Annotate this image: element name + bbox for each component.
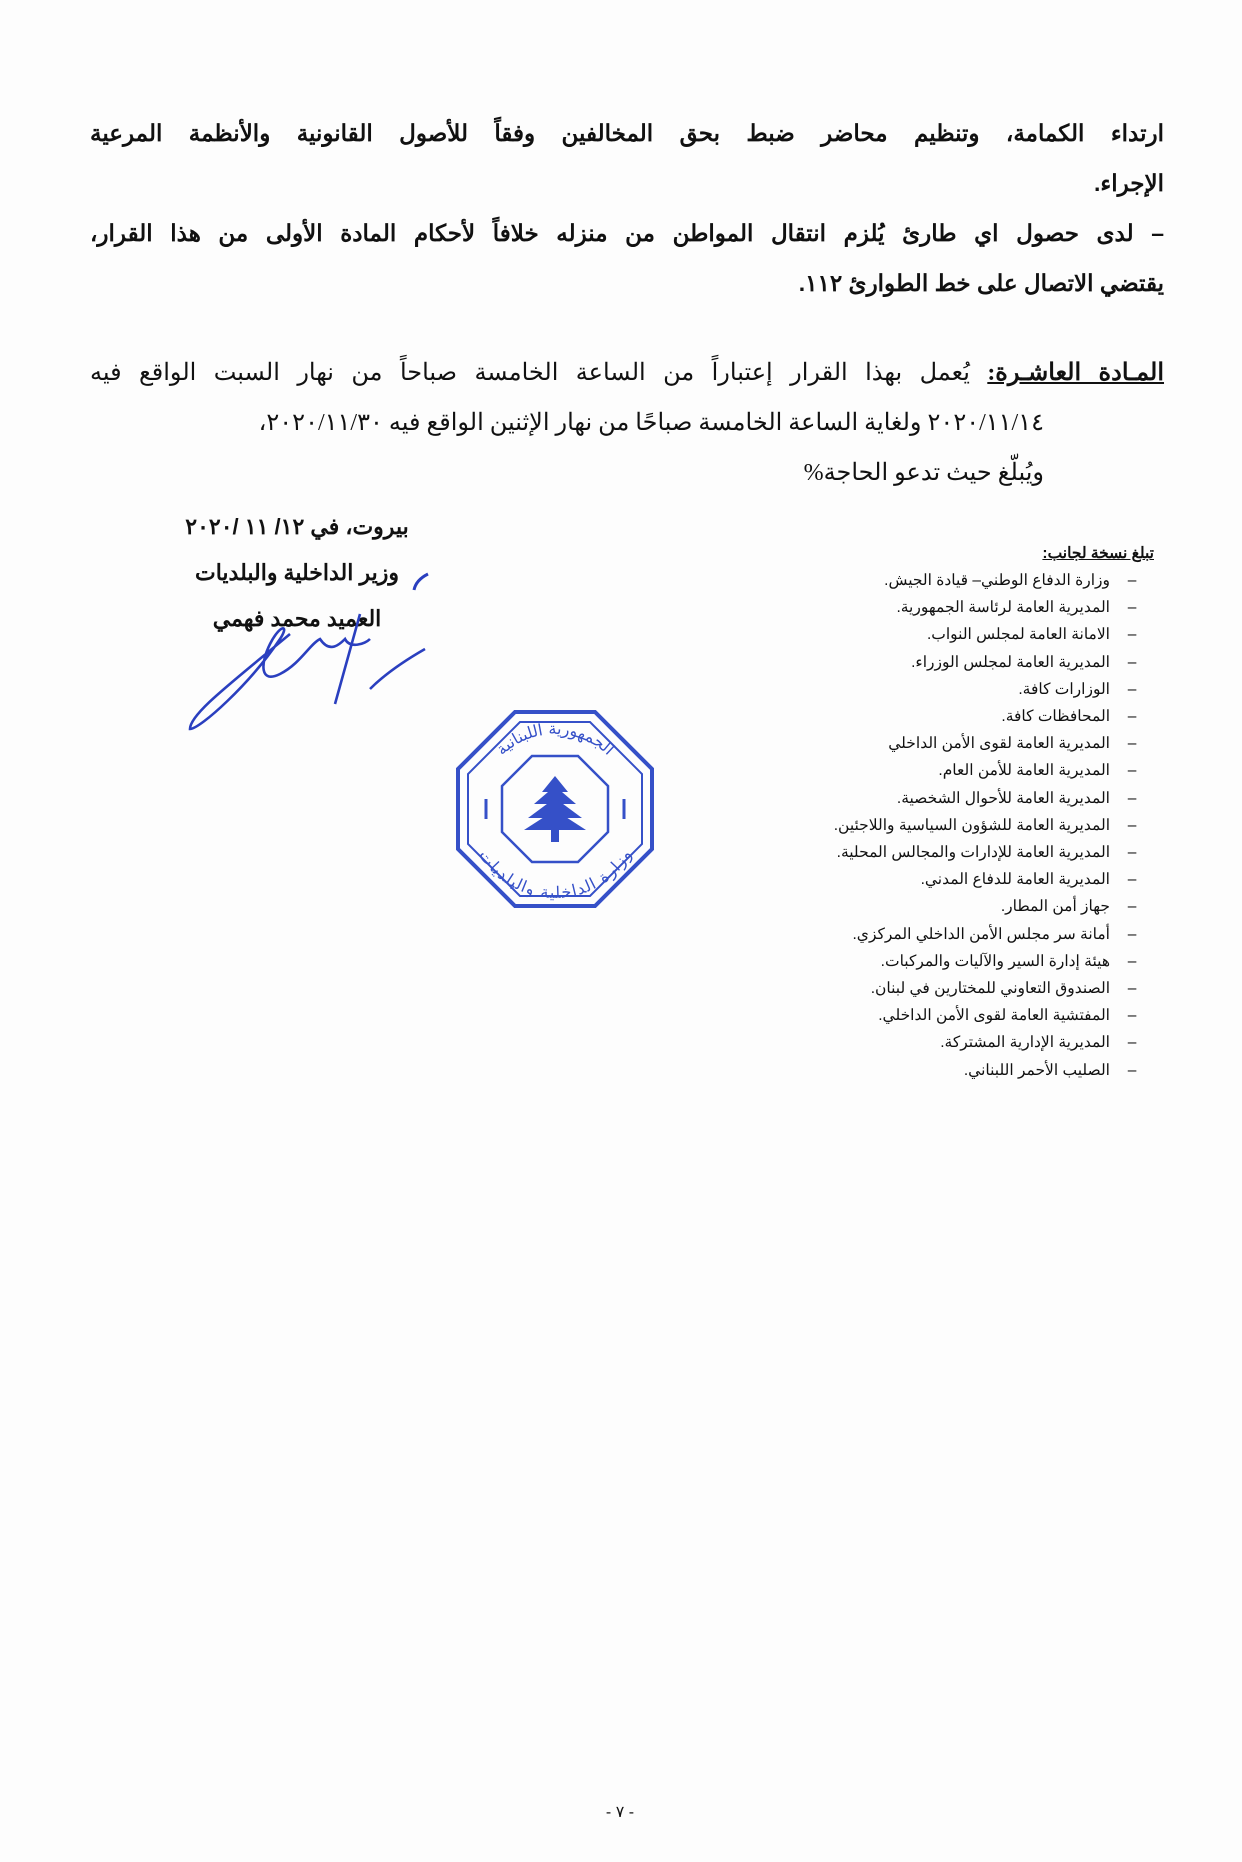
list-dash: –	[1127, 952, 1137, 970]
list-dash: –	[1127, 789, 1137, 807]
copy-recipient	[834, 730, 1154, 757]
copy-recipient	[834, 1057, 1154, 1084]
copy-recipient-label: الصليب الأحمر اللبناني.	[963, 1061, 1110, 1079]
svg-text:الجمهورية اللبنانية	[492, 719, 618, 759]
list-dash: –	[1127, 626, 1137, 644]
body-line-3: – لدى حصول اي طارئ يُلزم انتقال المواطن من منزله خلافاً لأحكام المادة الأولى من هذا القرار،	[90, 220, 1164, 246]
list-dash: –	[1127, 844, 1137, 862]
copy-recipient-label: أمانة سر مجلس الأمن الداخلي المركزي.	[852, 925, 1110, 943]
copy-recipient	[834, 921, 1154, 948]
page-number: - ٧ -	[605, 1804, 635, 1821]
copies-list	[834, 544, 1154, 1084]
article-10-line-2: ٢٠٢٠/١١/١٤ ولغاية الساعة الخامسة صباحًا من نهار الإثنين الواقع فيه ٢٠٢٠/١١/٣٠،	[258, 410, 1044, 436]
article-10-line-1	[90, 348, 1164, 398]
list-dash: –	[1127, 816, 1137, 834]
copy-recipient	[834, 839, 1154, 866]
copy-recipient	[834, 812, 1154, 839]
copy-recipient	[834, 567, 1154, 594]
body-line-4: يقتضي الاتصال على خط الطوارئ ١١٢.	[798, 270, 1164, 296]
copy-recipient-label: المديرية العامة للأمن العام.	[938, 762, 1110, 780]
copy-recipient-label: وزارة الدفاع الوطني– قيادة الجيش.	[884, 572, 1110, 589]
copy-recipient-label: المديرية العامة للإدارات والمجالس المحلية.	[836, 844, 1110, 862]
copy-recipient	[834, 621, 1154, 648]
list-dash: –	[1127, 599, 1137, 617]
list-dash: –	[1127, 1061, 1137, 1079]
list-dash: –	[1127, 898, 1137, 916]
list-dash: –	[1127, 680, 1137, 698]
list-dash: –	[1127, 735, 1137, 753]
stamp-bottom-text: وزارة الداخلية والبلديات	[475, 845, 636, 903]
article-10-text: يُعمل بهذا القرار إعتباراً من الساعة الخامسة صباحاً من نهار السبت الواقع فيه	[90, 360, 970, 386]
copy-recipient	[834, 893, 1154, 920]
copy-recipient-label: هيئة إدارة السير والآليات والمركبات.	[880, 952, 1110, 970]
copy-recipient-label: المفتشية العامة لقوى الأمن الداخلي.	[878, 1007, 1110, 1025]
article-10-title: المـادة العاشـرة:	[987, 360, 1165, 386]
copy-recipient-label: المحافظات كافة.	[1001, 708, 1110, 726]
stamp-top-text: الجمهورية اللبنانية	[492, 718, 619, 759]
list-dash: –	[1127, 1034, 1137, 1052]
copy-recipient	[834, 866, 1154, 893]
copy-recipient-label: المديرية الإدارية المشتركة.	[940, 1034, 1110, 1052]
signature-title: وزير الداخلية والبلديات	[195, 560, 399, 585]
copy-recipient-label: جهاز أمن المطار.	[1000, 898, 1110, 916]
list-dash: –	[1127, 980, 1137, 998]
copy-recipient	[834, 676, 1154, 703]
copy-recipient	[834, 757, 1154, 784]
copy-recipient	[834, 1002, 1154, 1029]
ministry-stamp	[450, 704, 660, 914]
lower-section	[0, 504, 1242, 1124]
list-dash: –	[1127, 762, 1137, 780]
list-dash: –	[1127, 871, 1137, 889]
signature-place-date: بيروت، في ١٢/ ١١ /٢٠٢٠	[185, 514, 409, 539]
copy-recipient-label: المديرية العامة لرئاسة الجمهورية.	[896, 599, 1110, 617]
list-dash: –	[1127, 572, 1137, 589]
copy-recipient-label: المديرية العامة لقوى الأمن الداخلي	[888, 735, 1110, 753]
copy-recipient-label: الوزارات كافة.	[1018, 680, 1110, 698]
handwritten-signature	[170, 544, 450, 744]
copy-recipient	[834, 975, 1154, 1002]
copy-recipient-label: المديرية العامة للأحوال الشخصية.	[896, 789, 1110, 807]
copies-header: تبلغ نسخة لجانب:	[1042, 545, 1154, 562]
signature-name: العميد محمد فهمي	[212, 606, 382, 631]
copy-recipient-label: الامانة العامة لمجلس النواب.	[926, 626, 1110, 644]
list-dash: –	[1127, 653, 1137, 671]
copy-recipient	[834, 703, 1154, 730]
list-dash: –	[1127, 925, 1137, 943]
copy-recipient-label: المديرية العامة للشؤون السياسية واللاجئين.	[833, 816, 1110, 834]
svg-text:وزارة الداخلية والبلديات	[475, 846, 636, 902]
body-line-2: الإجراء.	[1093, 170, 1164, 196]
document-body	[90, 108, 1164, 498]
copy-recipient	[834, 594, 1154, 621]
list-dash: –	[1127, 1007, 1137, 1025]
article-10-line-3: ويُبلّغ حيث تدعو الحاجة%	[803, 460, 1044, 486]
copy-recipient	[834, 948, 1154, 975]
list-dash: –	[1127, 708, 1137, 726]
copy-recipient	[834, 649, 1154, 676]
copy-recipient	[834, 785, 1154, 812]
copy-recipient-label: المديرية العامة للدفاع المدني.	[920, 871, 1110, 889]
body-line-1: ارتداء الكمامة، وتنظيم محاضر ضبط بحق المخالفين وفقاً للأصول القانونية والأنظمة المرعية	[90, 120, 1164, 146]
cedar-icon	[524, 776, 586, 842]
copy-recipient-label: المديرية العامة لمجلس الوزراء.	[911, 653, 1110, 671]
copy-recipient	[834, 1029, 1154, 1056]
copy-recipient-label: الصندوق التعاوني للمختارين في لبنان.	[870, 980, 1110, 998]
